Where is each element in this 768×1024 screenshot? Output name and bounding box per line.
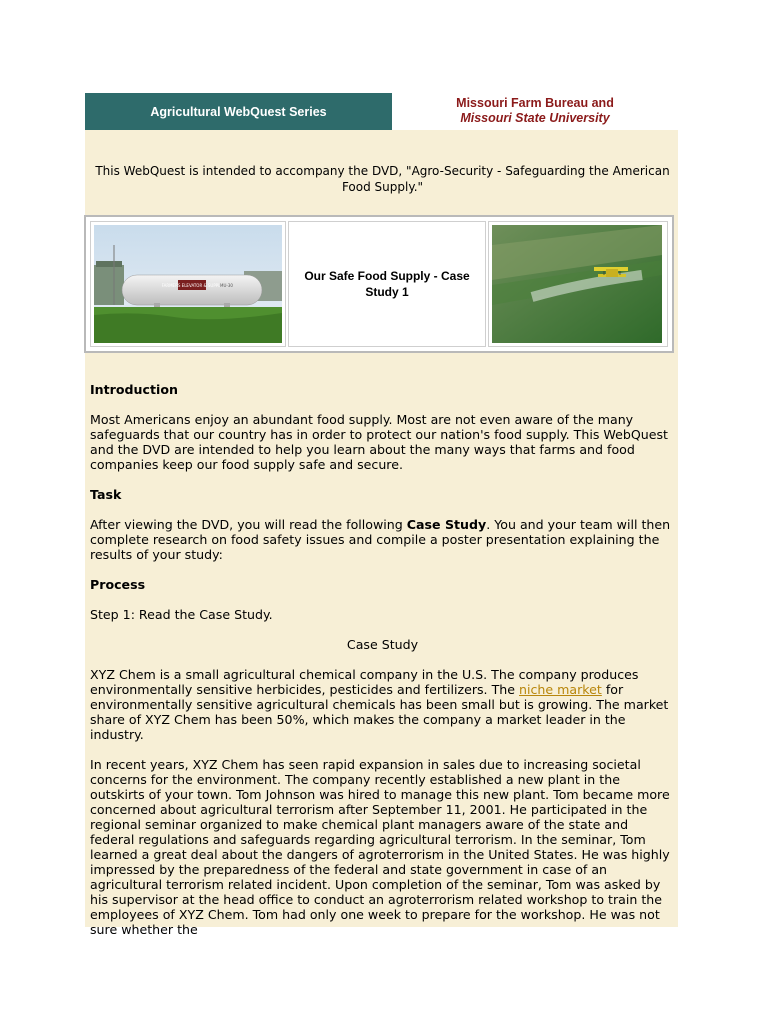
main-content — [90, 382, 675, 937]
para1-end: for environmentally sensitive agricultural chemicals has been small but is growing. The market share of XYZ Chem has been 50%, which makes the company a market leader in the industry. — [90, 682, 669, 742]
grain-tank-photo — [94, 225, 282, 343]
niche-market-link[interactable]: niche market — [519, 682, 602, 697]
crop-duster-photo — [492, 225, 662, 343]
para1-start: XYZ Chem is a small agricultural chemical company in the U.S. The company produces environmentally sensitive herbicides, pesticides and fertilizers. The — [90, 667, 639, 697]
introduction-heading: Introduction — [90, 382, 178, 397]
task-text — [90, 517, 675, 562]
banner-title-cell — [288, 221, 486, 347]
banner-right-cell — [488, 221, 668, 347]
title-banner — [84, 215, 674, 353]
case-study-paragraph-2: In recent years, XYZ Chem has seen rapid expansion in sales due to increasing societal concerns for the environment. The company recently established a new plant in the outskirts of your town. Tom Johnson was hired to manage this new plant. Tom became more concerned about agricultural terrorism after September 11, 2001. He participated in the regional seminar organized to make chemical plant managers aware of the state and federal regulations and safeguards regarding agricultural terrorism. In the seminar, Tom learned a great deal about the dangers of agroterrorism in the United States. He was highly impressed by the preparedness of the federal and state government in case of an agricultural terrorism related incident. Upon completion of the seminar, Tom was asked by his supervisor at the head office to conduct an agroterrorism related workshop to train the employees of XYZ Chem. Tom had only one week to prepare for the workshop. He was not sure whether the — [90, 757, 670, 937]
intro-note: This WebQuest is intended to accompany the DVD, "Agro-Security - Safeguarding the American Food Supply." — [95, 164, 670, 194]
task-heading: Task — [90, 487, 122, 502]
task-case-study-bold: Case Study — [406, 517, 487, 532]
step-1-text: Step 1: Read the Case Study. — [90, 607, 273, 622]
sponsor-line-1: Missouri Farm Bureau and — [456, 96, 614, 110]
case-study-heading: Case Study — [346, 637, 419, 652]
task-text-start: After viewing the DVD, you will read the following — [90, 517, 407, 532]
process-heading: Process — [90, 577, 146, 592]
case-study-paragraph-1 — [90, 667, 675, 742]
series-title: Agricultural WebQuest Series — [150, 104, 327, 119]
tank-label-text: MU-30 — [220, 283, 233, 288]
task-text-end: . You and your team will then complete research on food safety issues and compile a poster presentation explaining the results of your study: — [90, 517, 671, 562]
series-title-bar — [85, 93, 392, 130]
tank-sign-text: FARMERS ELEVATOR & SUPPLY — [161, 283, 223, 288]
sponsor-block — [392, 96, 678, 126]
introduction-text: Most Americans enjoy an abundant food supply. Most are not even aware of the many safeguards that our country has in order to protect our nation's food supply. This WebQuest and the DVD are intended to help you learn about the many ways that farms and food companies keep our food supply safe and secure. — [90, 412, 668, 472]
banner-left-cell — [90, 221, 286, 347]
sponsor-line-2: Missouri State University — [460, 111, 610, 125]
banner-title: Our Safe Food Supply - Case Study 1 — [304, 269, 470, 299]
